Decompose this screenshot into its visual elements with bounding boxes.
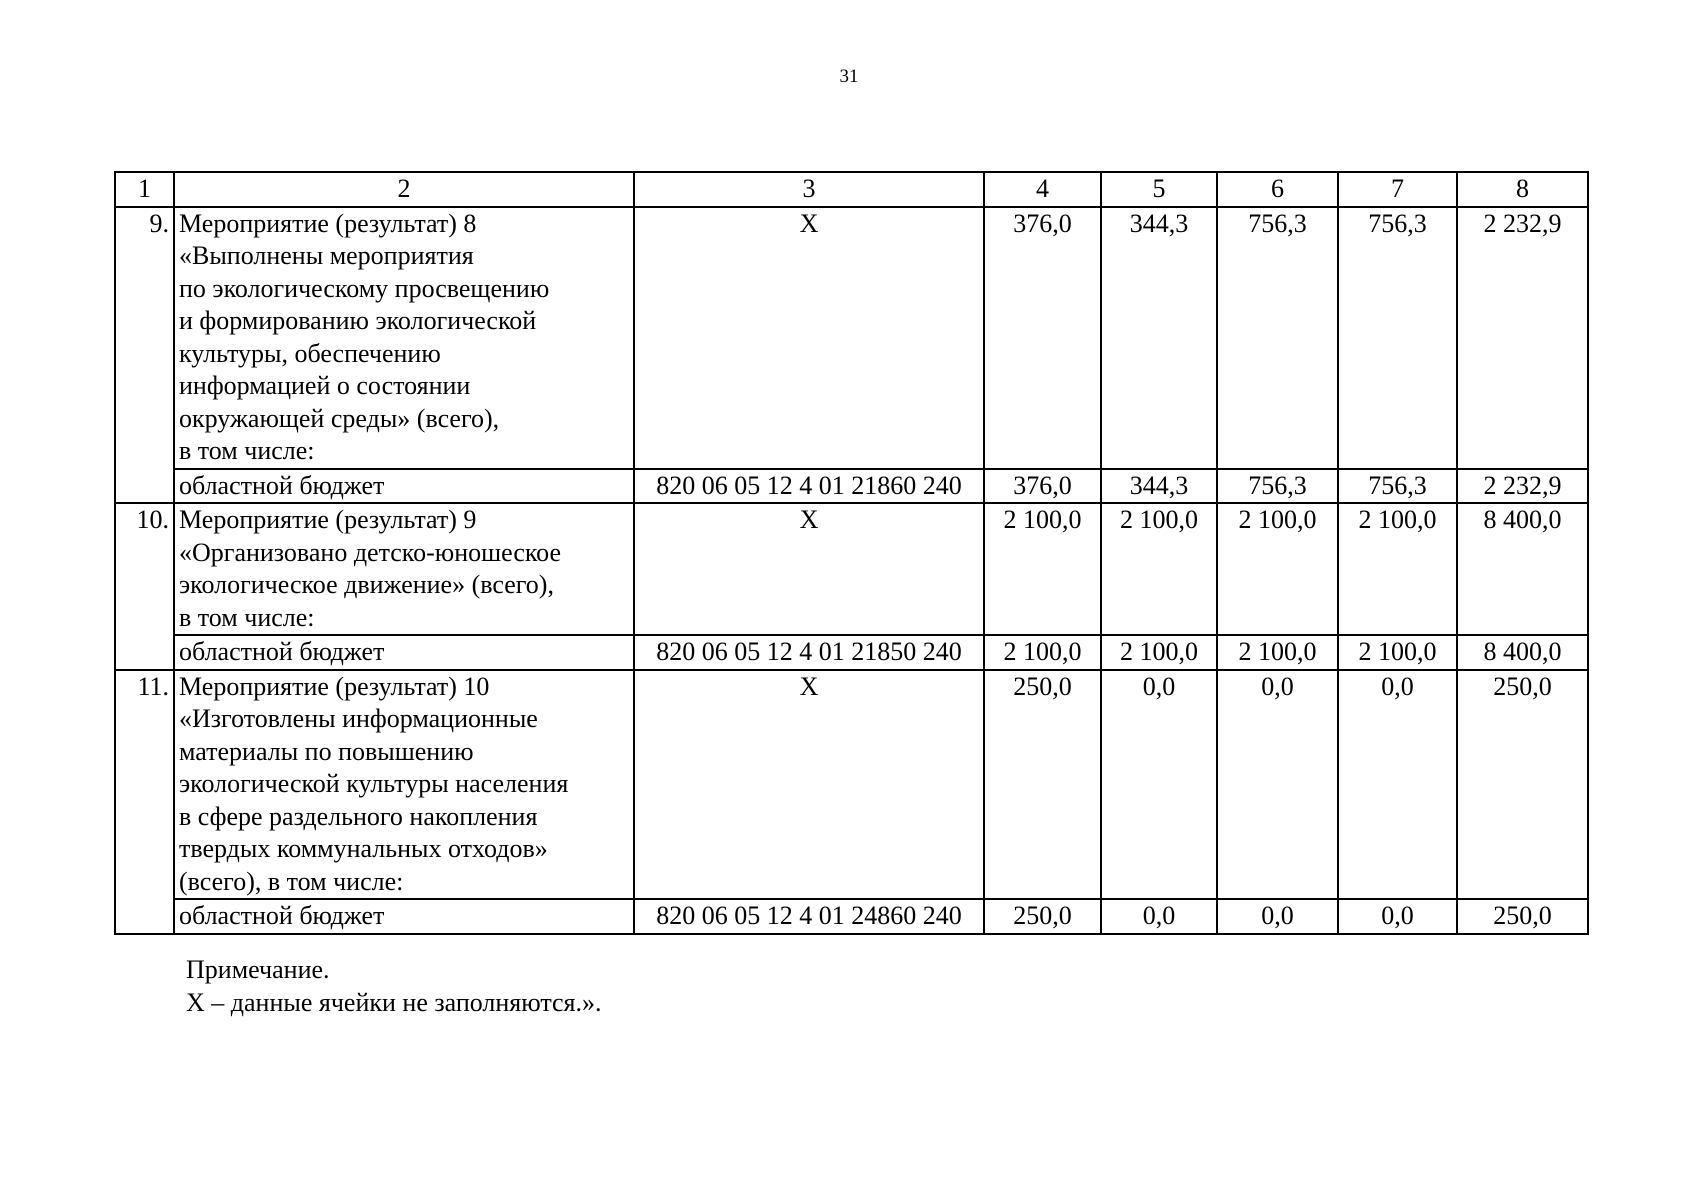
measure-name-line: в том числе: xyxy=(179,436,315,465)
measure-name-line: материалы по повышению xyxy=(179,736,474,766)
measure-name-line: информацией о состоянии xyxy=(179,371,471,400)
header-cell: 2 xyxy=(174,172,634,207)
table-body xyxy=(115,172,1588,934)
measure-name-line: экологическое движение» (всего), xyxy=(179,570,554,599)
value-cell: 0,0 xyxy=(1217,899,1338,934)
value-cell: 2 232,9 xyxy=(1457,207,1588,469)
value-cell: 756,3 xyxy=(1338,207,1457,469)
measure-name-line: (всего), в том числе: xyxy=(179,866,404,896)
value-cell: 2 100,0 xyxy=(1101,503,1217,635)
value-cell: 2 100,0 xyxy=(984,635,1101,670)
measure-name xyxy=(174,670,634,900)
measure-name-line: экологической культуры населения xyxy=(179,769,569,798)
measure-name-line: «Изготовлены информационные xyxy=(179,704,538,733)
measure-name-line: в том числе: xyxy=(179,602,315,632)
footnote xyxy=(186,953,602,1019)
table-row xyxy=(115,469,1588,504)
table-header-row xyxy=(115,172,1588,207)
header-cell: 6 xyxy=(1217,172,1338,207)
table-row xyxy=(115,207,1588,469)
value-cell: 0,0 xyxy=(1338,670,1457,900)
measure-name-line: культуры, обеспечению xyxy=(179,338,441,368)
budget-code: X xyxy=(634,207,984,469)
value-cell: 376,0 xyxy=(984,469,1101,504)
measure-name xyxy=(174,503,634,635)
value-cell: 756,3 xyxy=(1217,469,1338,504)
value-cell: 756,3 xyxy=(1338,469,1457,504)
funding-source: областной бюджет xyxy=(174,469,634,504)
measure-name-line: «Организовано детско-юношеское xyxy=(179,537,562,567)
value-cell: 2 100,0 xyxy=(1338,635,1457,670)
page-number: 31 xyxy=(839,66,859,87)
value-cell: 0,0 xyxy=(1101,670,1217,900)
value-cell: 8 400,0 xyxy=(1457,635,1588,670)
funding-source: областной бюджет xyxy=(174,899,634,934)
measure-name-line: Мероприятие (результат) 9 xyxy=(179,505,477,534)
budget-table xyxy=(114,171,1589,935)
header-cell: 8 xyxy=(1457,172,1588,207)
measure-name-line: Мероприятие (результат) 10 xyxy=(179,671,490,701)
measure-name-line: Мероприятие (результат) 8 xyxy=(179,208,477,238)
budget-code: X xyxy=(634,670,984,900)
header-cell: 4 xyxy=(984,172,1101,207)
budget-code: 820 06 05 12 4 01 24860 240 xyxy=(634,899,984,934)
budget-code: 820 06 05 12 4 01 21860 240 xyxy=(634,469,984,504)
table-row xyxy=(115,503,1588,635)
budget-code: 820 06 05 12 4 01 21850 240 xyxy=(634,635,984,670)
measure-name-line: твердых коммунальных отходов» xyxy=(179,834,548,863)
value-cell: 2 100,0 xyxy=(1217,503,1338,635)
funding-source: областной бюджет xyxy=(174,635,634,670)
value-cell: 0,0 xyxy=(1217,670,1338,900)
measure-name-line: и формированию экологической xyxy=(179,306,537,335)
row-number: 10. xyxy=(115,503,174,670)
header-cell: 1 xyxy=(115,172,174,207)
table-row xyxy=(115,899,1588,934)
budget-code: X xyxy=(634,503,984,635)
value-cell: 2 232,9 xyxy=(1457,469,1588,504)
value-cell: 250,0 xyxy=(1457,899,1588,934)
value-cell: 250,0 xyxy=(1457,670,1588,900)
value-cell: 344,3 xyxy=(1101,469,1217,504)
measure-name-line: по экологическому просвещению xyxy=(179,273,550,303)
footnote-text: X – данные ячейки не заполняются.». xyxy=(186,988,602,1017)
measure-name-line: окружающей среды» (всего), xyxy=(179,403,500,433)
value-cell: 2 100,0 xyxy=(1101,635,1217,670)
table-row xyxy=(115,635,1588,670)
measure-name-line: в сфере раздельного накопления xyxy=(179,801,538,831)
header-cell: 5 xyxy=(1101,172,1217,207)
row-number: 11. xyxy=(115,670,174,934)
value-cell: 250,0 xyxy=(984,670,1101,900)
header-cell: 7 xyxy=(1338,172,1457,207)
measure-name xyxy=(174,207,634,469)
value-cell: 0,0 xyxy=(1101,899,1217,934)
value-cell: 8 400,0 xyxy=(1457,503,1588,635)
value-cell: 2 100,0 xyxy=(1338,503,1457,635)
value-cell: 756,3 xyxy=(1217,207,1338,469)
value-cell: 376,0 xyxy=(984,207,1101,469)
header-cell: 3 xyxy=(634,172,984,207)
row-number: 9. xyxy=(115,207,174,504)
footnote-title: Примечание. xyxy=(186,955,330,984)
value-cell: 250,0 xyxy=(984,899,1101,934)
measure-name-line: «Выполнены мероприятия xyxy=(179,241,474,270)
value-cell: 0,0 xyxy=(1338,899,1457,934)
value-cell: 2 100,0 xyxy=(984,503,1101,635)
value-cell: 2 100,0 xyxy=(1217,635,1338,670)
table-row xyxy=(115,670,1588,900)
value-cell: 344,3 xyxy=(1101,207,1217,469)
